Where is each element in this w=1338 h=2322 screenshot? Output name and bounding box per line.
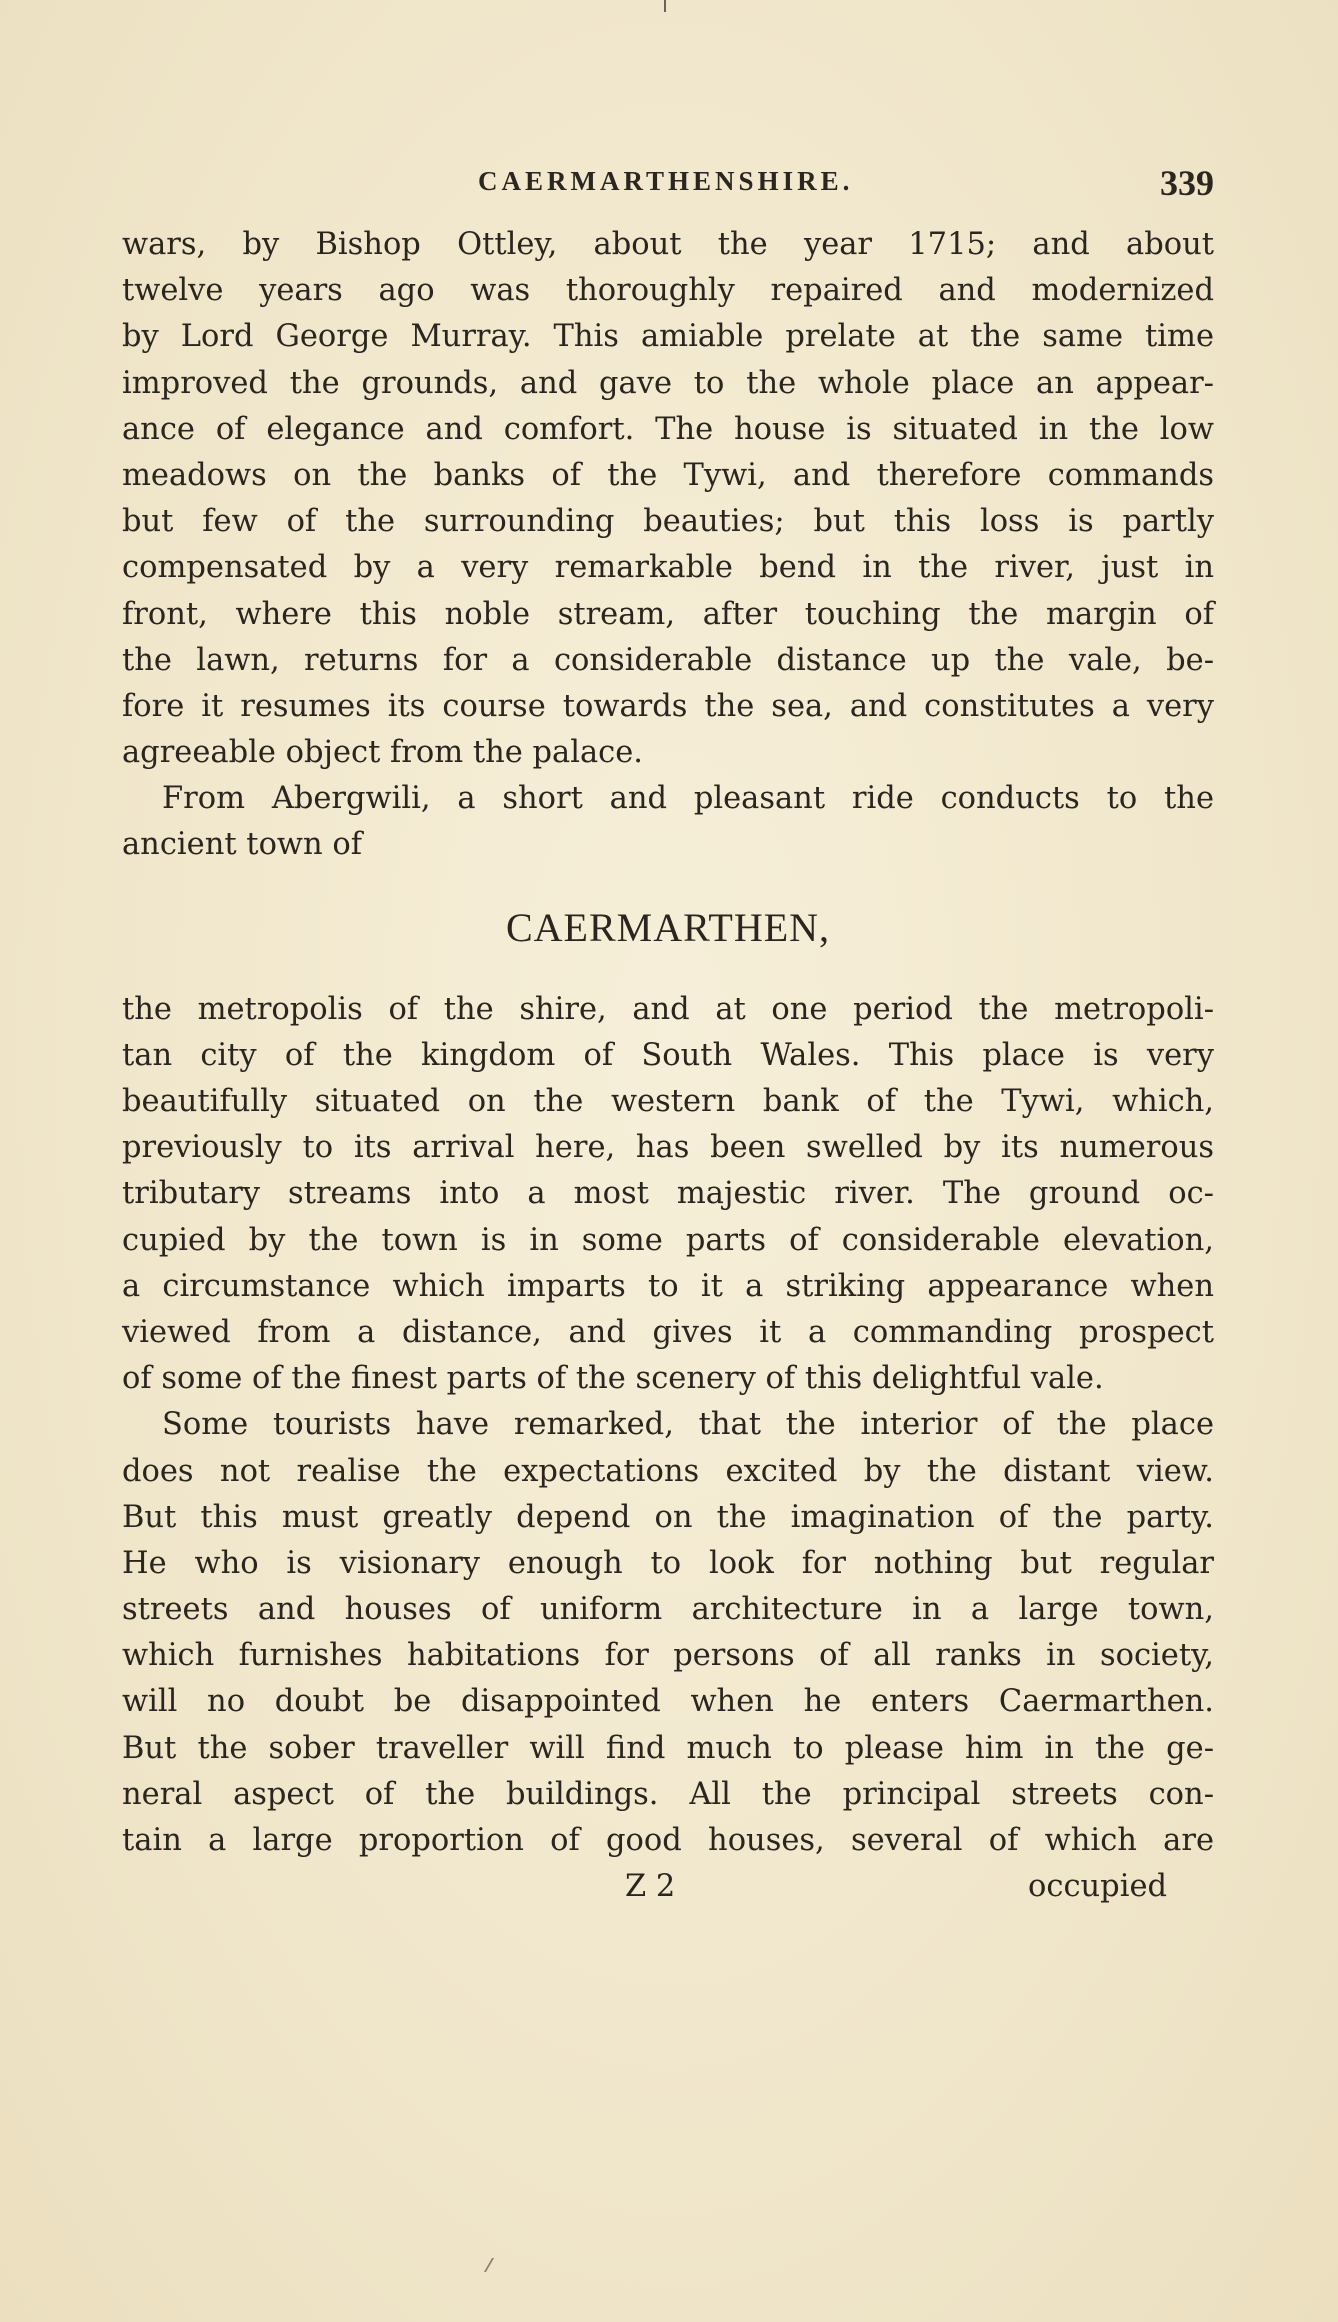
text-line: twelve years ago was thoroughly repaired and modernized [122, 273, 1214, 309]
text-line: ance of elegance and comfort. The house is situated in the low [122, 411, 1214, 447]
text-line: tain a large proportion of good houses, several of which are [122, 1823, 1214, 1858]
text-line: streets and houses of uniform architecture in a large town, [122, 1592, 1214, 1628]
text-line: tributary streams into a most majestic river. The ground oc- [122, 1176, 1214, 1212]
text-line: a circumstance which imparts to it a striking appearance when [122, 1268, 1214, 1304]
text-line: wars, by Bishop Ottley, about the year 1715; and about [122, 227, 1214, 262]
text-line: agreeable object from the palace. [122, 735, 643, 771]
paragraph-ride-to-town [122, 776, 1214, 868]
signature-mark: Z 2 [625, 1869, 676, 1905]
text-line: tan city of the kingdom of South Wales. This place is very [122, 1037, 1214, 1073]
print-mark [664, 0, 666, 12]
running-title: CAERMARTHENSHIRE. [478, 166, 854, 196]
paragraph-abergwili-palace [122, 222, 1214, 776]
text-line: previously to its arrival here, has been swelled by its numerous [122, 1130, 1214, 1166]
section-heading: CAERMARTHEN, [505, 904, 831, 950]
text-line: But the sober traveller will find much to please him in the ge- [122, 1730, 1214, 1766]
paragraph-caermarthen [122, 987, 1214, 1403]
text-line: of some of the finest parts of the scenery of this delightful vale. [122, 1361, 1104, 1397]
text-line: fore it resumes its course towards the sea, and constitutes a very [122, 688, 1214, 724]
text-line: the metropolis of the shire, and at one period the metropoli- [122, 991, 1214, 1027]
text-line: viewed from a distance, and gives it a commanding prospect [122, 1314, 1214, 1350]
paragraph-tourists [122, 1402, 1214, 1864]
text-line: compensated by a very remarkable bend in the river, just in [122, 550, 1214, 586]
page-number: 339 [1160, 163, 1214, 203]
text-block [122, 222, 1214, 1910]
text-line: neral aspect of the buildings. All the principal streets con- [122, 1776, 1214, 1812]
text-line: front, where this noble stream, after touching the margin of [122, 596, 1214, 632]
text-line: by Lord George Murray. This amiable prelate at the same time [122, 319, 1214, 355]
text-line: but few of the surrounding beauties; but this loss is partly [122, 504, 1214, 540]
ink-speck [484, 2258, 502, 2272]
text-line: meadows on the banks of the Tywi, and therefore commands [122, 457, 1214, 493]
text-line: He who is visionary enough to look for nothing but regular [122, 1545, 1214, 1581]
text-line: But this must greatly depend on the imagination of the party. [122, 1499, 1214, 1535]
text-line: ancient town of [122, 827, 363, 863]
text-line: beautifully situated on the western bank of the Tywi, which, [122, 1084, 1214, 1119]
running-head [0, 162, 1338, 202]
text-line: From Abergwili, a short and pleasant ride conducts to the [162, 781, 1214, 817]
text-line: improved the grounds, and gave to the whole place an appear- [122, 365, 1214, 401]
catchword: occupied [1028, 1869, 1168, 1905]
text-line: does not realise the expectations excited by the distant view. [122, 1453, 1214, 1489]
text-line: cupied by the town is in some parts of considerable elevation, [122, 1222, 1214, 1258]
text-line: will no doubt be disappointed when he enters Caermarthen. [122, 1684, 1214, 1720]
text-line: the lawn, returns for a considerable distance up the vale, be- [122, 642, 1214, 678]
page-footer [122, 1864, 1214, 1910]
text-line: which furnishes habitations for persons of all ranks in society, [122, 1638, 1214, 1674]
text-line: Some tourists have remarked, that the interior of the place [162, 1407, 1214, 1443]
